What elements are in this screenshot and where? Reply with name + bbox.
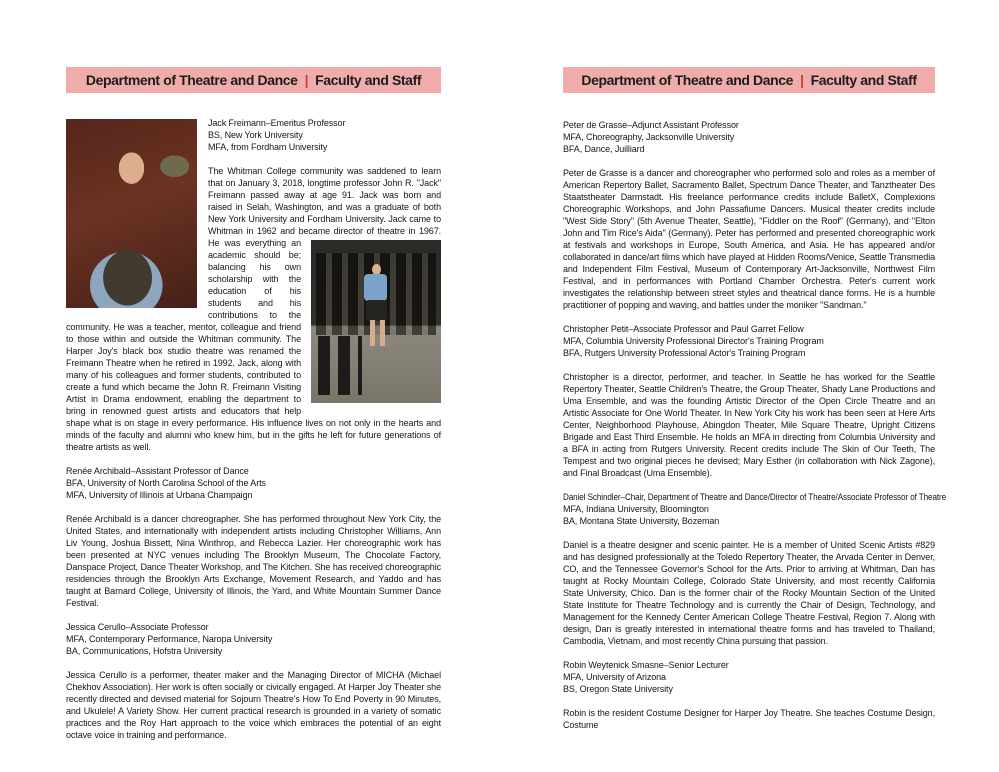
page-right	[563, 67, 947, 731]
header-title: Department of Theatre and Dance	[581, 72, 794, 88]
faculty-bio: Robin is the resident Costume Designer for Harper Joy Theatre. She teaches Costume Design, Costume	[563, 708, 935, 730]
faculty-name-title: Jack Freimann–Emeritus Professor	[208, 118, 346, 128]
faculty-credential: MFA, University of Illinois at Urbana Champaign	[66, 490, 253, 500]
faculty-credential: BFA, University of North Carolina School of the Arts	[66, 478, 266, 488]
faculty-name-title: Daniel Schindler–Chair, Department of Theatre and Dance/Director of Theatre/Associate Professor of Theatre	[563, 492, 947, 502]
faculty-credential: MFA, Contemporary Performance, Naropa University	[66, 634, 273, 644]
faculty-name-title: Renée Archibald–Assistant Professor of Dance	[66, 466, 249, 476]
faculty-credential: BS, New York University	[208, 130, 303, 140]
faculty-bio: Peter de Grasse is a dancer and choreographer who performed solo and roles as a member of American Repertory Ballet, Sacramento Ballet, Spectrum Dance Theater, and Tanztheater Des Staatstheater Darmstadt. His freelance performance credits include BalletX, Complexions Choreographic Workshops, and John Passafiume Dancers. Musical theater credits include "West Side Story" (5th Avenue Theater, Seattle), "Fiddler on the Roof" (Germany), and "Elton John and Tim Rice's Aida" (Germany). Peter has performed and presented choreographic work at festivals and workshops in Europe, South America, and Asia. He has appeared and/or collaborated in dance/art films which have played at Hidden Rooms/Venice, Seattle Transmedia and Independent Film Festival, Museum of Contemporary Art-Jacksonville, Northwest Film Festival, and in performances with Portland Chamber Orchestra. Peter's current work investigates the relationship between street styles and theatrical dance forms. He is a humble practitioner of popping and waving, and battles under the moniker "Sandman."	[563, 168, 935, 310]
faculty-name-title: Christopher Petit–Associate Professor and Paul Garret Fellow	[563, 324, 804, 334]
faculty-bio: Jessica Cerullo is a performer, theater maker and the Managing Director of MICHA (Michael Chekhov Association). Her work is often socially or civically engaged. At Harper Joy Theater she recently directed and devised material for Sojourn Theatre's How To End Poverty in 90 Minutes, and Ukulele! A Variety Show. Her current practical research is grounded in a variety of somatic practices and the Roy Hart approach to the voice which embraces the potential of an eight octave voice in training and performance.	[66, 670, 441, 740]
page-left	[66, 67, 441, 741]
faculty-credential: BFA, Dance, Juilliard	[563, 144, 645, 154]
figure-shorts	[366, 300, 387, 321]
header-subtitle: Faculty and Staff	[810, 72, 917, 88]
page-header-right	[563, 67, 935, 93]
faculty-credential: MFA, from Fordham University	[208, 142, 328, 152]
header-title: Department of Theatre and Dance	[85, 72, 298, 88]
faculty-credential: BFA, Rutgers University Professional Actor's Training Program	[563, 348, 806, 358]
faculty-credential: BA, Communications, Hofstra University	[66, 646, 223, 656]
jack-freimann-theatre-photo	[311, 240, 441, 403]
faculty-credentials	[563, 491, 947, 527]
bio-text-part1: The Whitman College community was saddened to learn that on January 3, 2018, longtime professor John R. "Jack" Freimann passed away at age 91. Jack was born and raised in Selah, Washington, and was a graduate of both New York University and Fordham University. Jack came to Whitman in 1962 and became director of theatre in 1967. He	[208, 166, 441, 248]
header-subtitle: Faculty and Staff	[315, 72, 422, 88]
faculty-bio: Christopher is a director, performer, and teacher. In Seattle he has worked for the Seattle Repertory Theater, Seattle Children's Theatre, the Group Theater, Shady Lane Productions and Uma Ensemble, and was the founding Artistic Director of the Open Circle Theatre and an Artistic Associate for One World Theater. In New York City his work has been seen at Here Arts Center, Neighborhood Playhouse, Abingdon Theater, Mile Square Theatre, Upright Citizens Brigade and East Third Ensemble. He holds an MFA in directing from Columbia University and a BFA in acting from Rutgers University. Recent credits include The Skin of Our Teeth, The Tempest and two original pieces he devised; Mary Esther (in collaboration with Nick Zagone), and Final Broadcast (Uma Ensemble).	[563, 372, 935, 478]
faculty-credential: MFA, Columbia University Professional Director's Training Program	[563, 336, 824, 346]
page-left-content	[66, 117, 441, 741]
faculty-name-title: Peter de Grasse–Adjunct Assistant Professor	[563, 120, 739, 130]
faculty-name-title: Jessica Cerullo–Associate Professor	[66, 622, 209, 632]
faculty-name-title: Robin Weytenick Smasne–Senior Lecturer	[563, 660, 729, 670]
page-header-left	[66, 67, 441, 93]
faculty-bio: Daniel is a theatre designer and scenic painter. He is a member of United Scenic Artists #829 and has designed professionally at the Toledo Repertory Theater, the Arvada Center in Denver, CO, and the Tennessee Governor's School for the Arts. Prior to arriving at Whitman, Dan has taught at Rocky Mountain College, Colorado State University, and most recently California State University, Chico. Dan is the former chair of the Rocky Mountain Section of the United State Institute for Theatre Technology and is currently the Chair of Design, Technology, and Management for the Kennedy Center American College Theatre Festival, Region 7. Along with design, Dan is greatly interested in international theatre forms and has traveled to Thailand, Cambodia, Vietnam, and most recently China pursuing that passion.	[563, 540, 935, 646]
figure-shirt	[364, 274, 387, 301]
faculty-section-robin-smasne	[563, 659, 935, 731]
header-separator: |	[800, 72, 804, 88]
header-separator: |	[304, 72, 309, 88]
faculty-bio: Renée Archibald is a dancer choreographer. She has performed throughout New York City, the United States, and internationally with independent artists including Christopher Williams, Ann Liv Young, Joshua Bissett, Nina Winthrop, and Rebecca Lazier. Her choreographic work has been presented at NYC venues including The Brooklyn Museum, The Chocolate Factory, Danspace Project, Dance Theater Workshop, and The Kitchen. She has received choreographic residencies through the Brooklyn Arts Exchange, Movement Research, and Yaddo and has taught at Barnard College, University of Illinois, the Yard, and White Mountain Summer Dance Festival.	[66, 514, 441, 608]
faculty-credential: BA, Montana State University, Bozeman	[563, 516, 720, 526]
jack-freimann-portrait-photo	[66, 119, 197, 308]
bio-text-part2: was everything an academic should be; balancing his own scholarship with the education of his students and his contributions to the community. He was a teacher, mentor, colleague and friend to those within and outside the Whitman community. The Harper Joy's black box studio theatre was renamed the Freimann Theatre when he retired in 1992. Jack, along with many of his colleagues and former students, contributed to create a fund which became the John R. Freimann Visiting Artist in Drama endowment, enabling the department to bring in renowned guest artists and educators that help shape what is on stage in every performance. His influence lives on not only in the hearts and minds of the faculty and alumni who knew him, but in the gifts he left for future generations of theatre artists as well.	[66, 238, 441, 452]
faculty-credential: MFA, University of Arizona	[563, 672, 666, 682]
faculty-credentials	[563, 119, 935, 155]
faculty-credentials	[66, 465, 441, 501]
faculty-section-christopher-petit	[563, 323, 935, 479]
figure-legs	[370, 320, 385, 346]
faculty-credential: BS, Oregon State University	[563, 684, 673, 694]
faculty-section-jessica-cerullo	[66, 621, 441, 741]
page-right-content	[563, 119, 947, 731]
faculty-credentials	[563, 659, 935, 695]
faculty-credential: MFA, Choreography, Jacksonville University	[563, 132, 735, 142]
faculty-section-renee-archibald	[66, 465, 441, 609]
faculty-section-daniel-schindler	[563, 491, 947, 647]
faculty-credential: MFA, Indiana University, Bloomington	[563, 504, 709, 514]
faculty-credentials	[563, 323, 935, 359]
faculty-credentials	[66, 621, 441, 657]
faculty-section-peter-de-grasse	[563, 119, 935, 311]
